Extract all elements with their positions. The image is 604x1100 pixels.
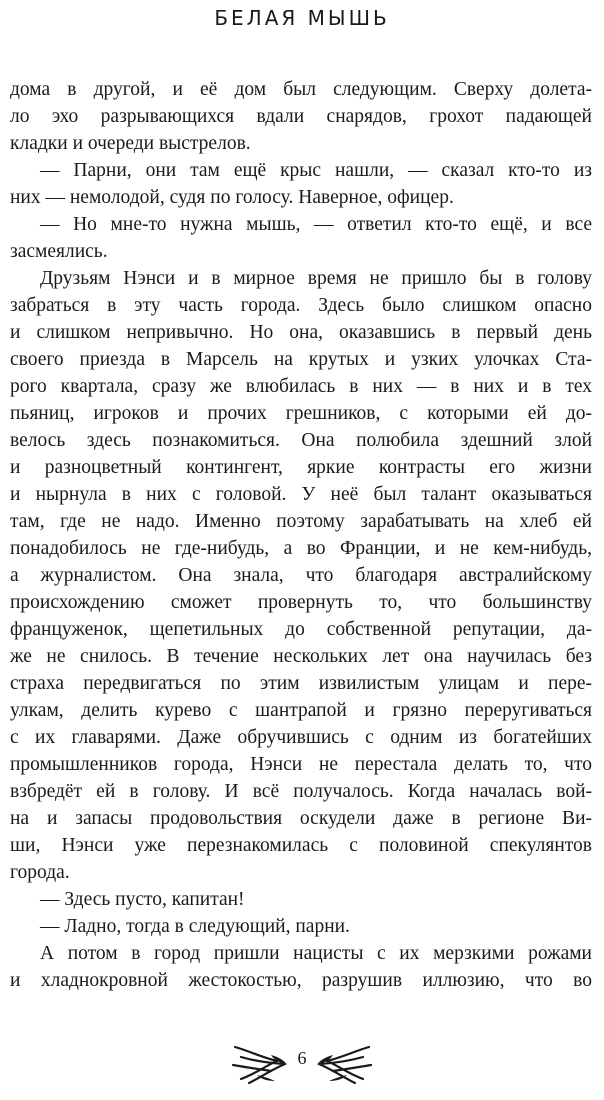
text-line: Друзьям Нэнси и в мирное время не пришло бы в голову bbox=[40, 268, 592, 289]
text-line: страха передвигаться по этим извилистым улицам и пере- bbox=[10, 673, 592, 694]
text-line: и слишком непривычно. Но она, оказавшись в первый день bbox=[10, 322, 592, 343]
text-line: рого квартала, сразу же влюбилась в них — в них и в тех bbox=[10, 376, 592, 397]
text-line: пьяниц, игроков и прочих грешников, с которыми ей до- bbox=[10, 403, 592, 424]
text-line: с их главарями. Даже обручившись с одним из богатейших bbox=[10, 727, 592, 748]
text-line: понадобилось не где-нибудь, а во Франции, и не кем-нибудь, bbox=[10, 538, 592, 559]
text-line: ши, Нэнси уже перезнакомилась с половиной спекулянтов bbox=[10, 835, 592, 856]
text-line: происхождению сможет провернуть то, что большинству bbox=[10, 592, 592, 613]
page-number: 6 bbox=[297, 1048, 307, 1068]
text-line: промышленников города, Нэнси не перестала делать то, что bbox=[10, 754, 592, 775]
text-line: города. bbox=[10, 862, 70, 883]
text-line: взбредёт ей в голову. И всё получалось. Когда началась вой- bbox=[10, 781, 592, 802]
text-line: а журналистом. Она знала, что благодаря австралийскому bbox=[10, 565, 592, 586]
text-line: ло эхо разрывающихся вдали снарядов, грохот падающей bbox=[10, 106, 592, 127]
text-line: на и запасы продовольствия оскудели даже в регионе Ви- bbox=[10, 808, 592, 829]
text-line: там, где не надо. Именно поэтому зарабатывать на хлеб ей bbox=[10, 511, 592, 532]
body-text bbox=[10, 76, 592, 994]
text-line: и разноцветный контингент, яркие контрасты его жизни bbox=[10, 457, 592, 478]
text-line: кладки и очереди выстрелов. bbox=[10, 133, 251, 154]
text-line: них — немолодой, судя по голосу. Наверное, офицер. bbox=[10, 187, 454, 208]
text-line: забраться в эту часть города. Здесь было слишком опасно bbox=[10, 295, 592, 316]
text-line: француженок, щепетильных до собственной репутации, да- bbox=[10, 619, 592, 640]
text-line: — Здесь пусто, капитан! bbox=[40, 889, 245, 910]
text-line: и хладнокровной жестокостью, разрушив иллюзию, что во bbox=[10, 970, 592, 991]
text-line: А потом в город пришли нацисты с их мерзкими рожами bbox=[40, 943, 592, 964]
text-line: — Парни, они там ещё крыс нашли, — сказал кто-то из bbox=[40, 160, 592, 181]
text-line: своего приезда в Марсель на крутых и узких улочках Ста- bbox=[10, 349, 592, 370]
text-line: улкам, делить курево с шантрапой и грязно переругиваться bbox=[10, 700, 592, 721]
text-line: засмеялись. bbox=[10, 241, 108, 262]
text-line: велось здесь познакомиться. Она полюбила здешний злой bbox=[10, 430, 592, 451]
text-line: — Ладно, тогда в следующий, парни. bbox=[40, 916, 350, 937]
text-line: дома в другой, и её дом был следующим. Сверху долета- bbox=[10, 79, 592, 100]
text-line: — Но мне-то нужна мышь, — ответил кто-то ещё, и все bbox=[40, 214, 592, 235]
running-title: БЕЛАЯ МЫШЬ bbox=[214, 6, 390, 30]
text-line: и нырнула в них с головой. У неё был талант оказываться bbox=[10, 484, 592, 505]
text-line: же не снилось. В течение нескольких лет она научилась без bbox=[10, 646, 592, 667]
